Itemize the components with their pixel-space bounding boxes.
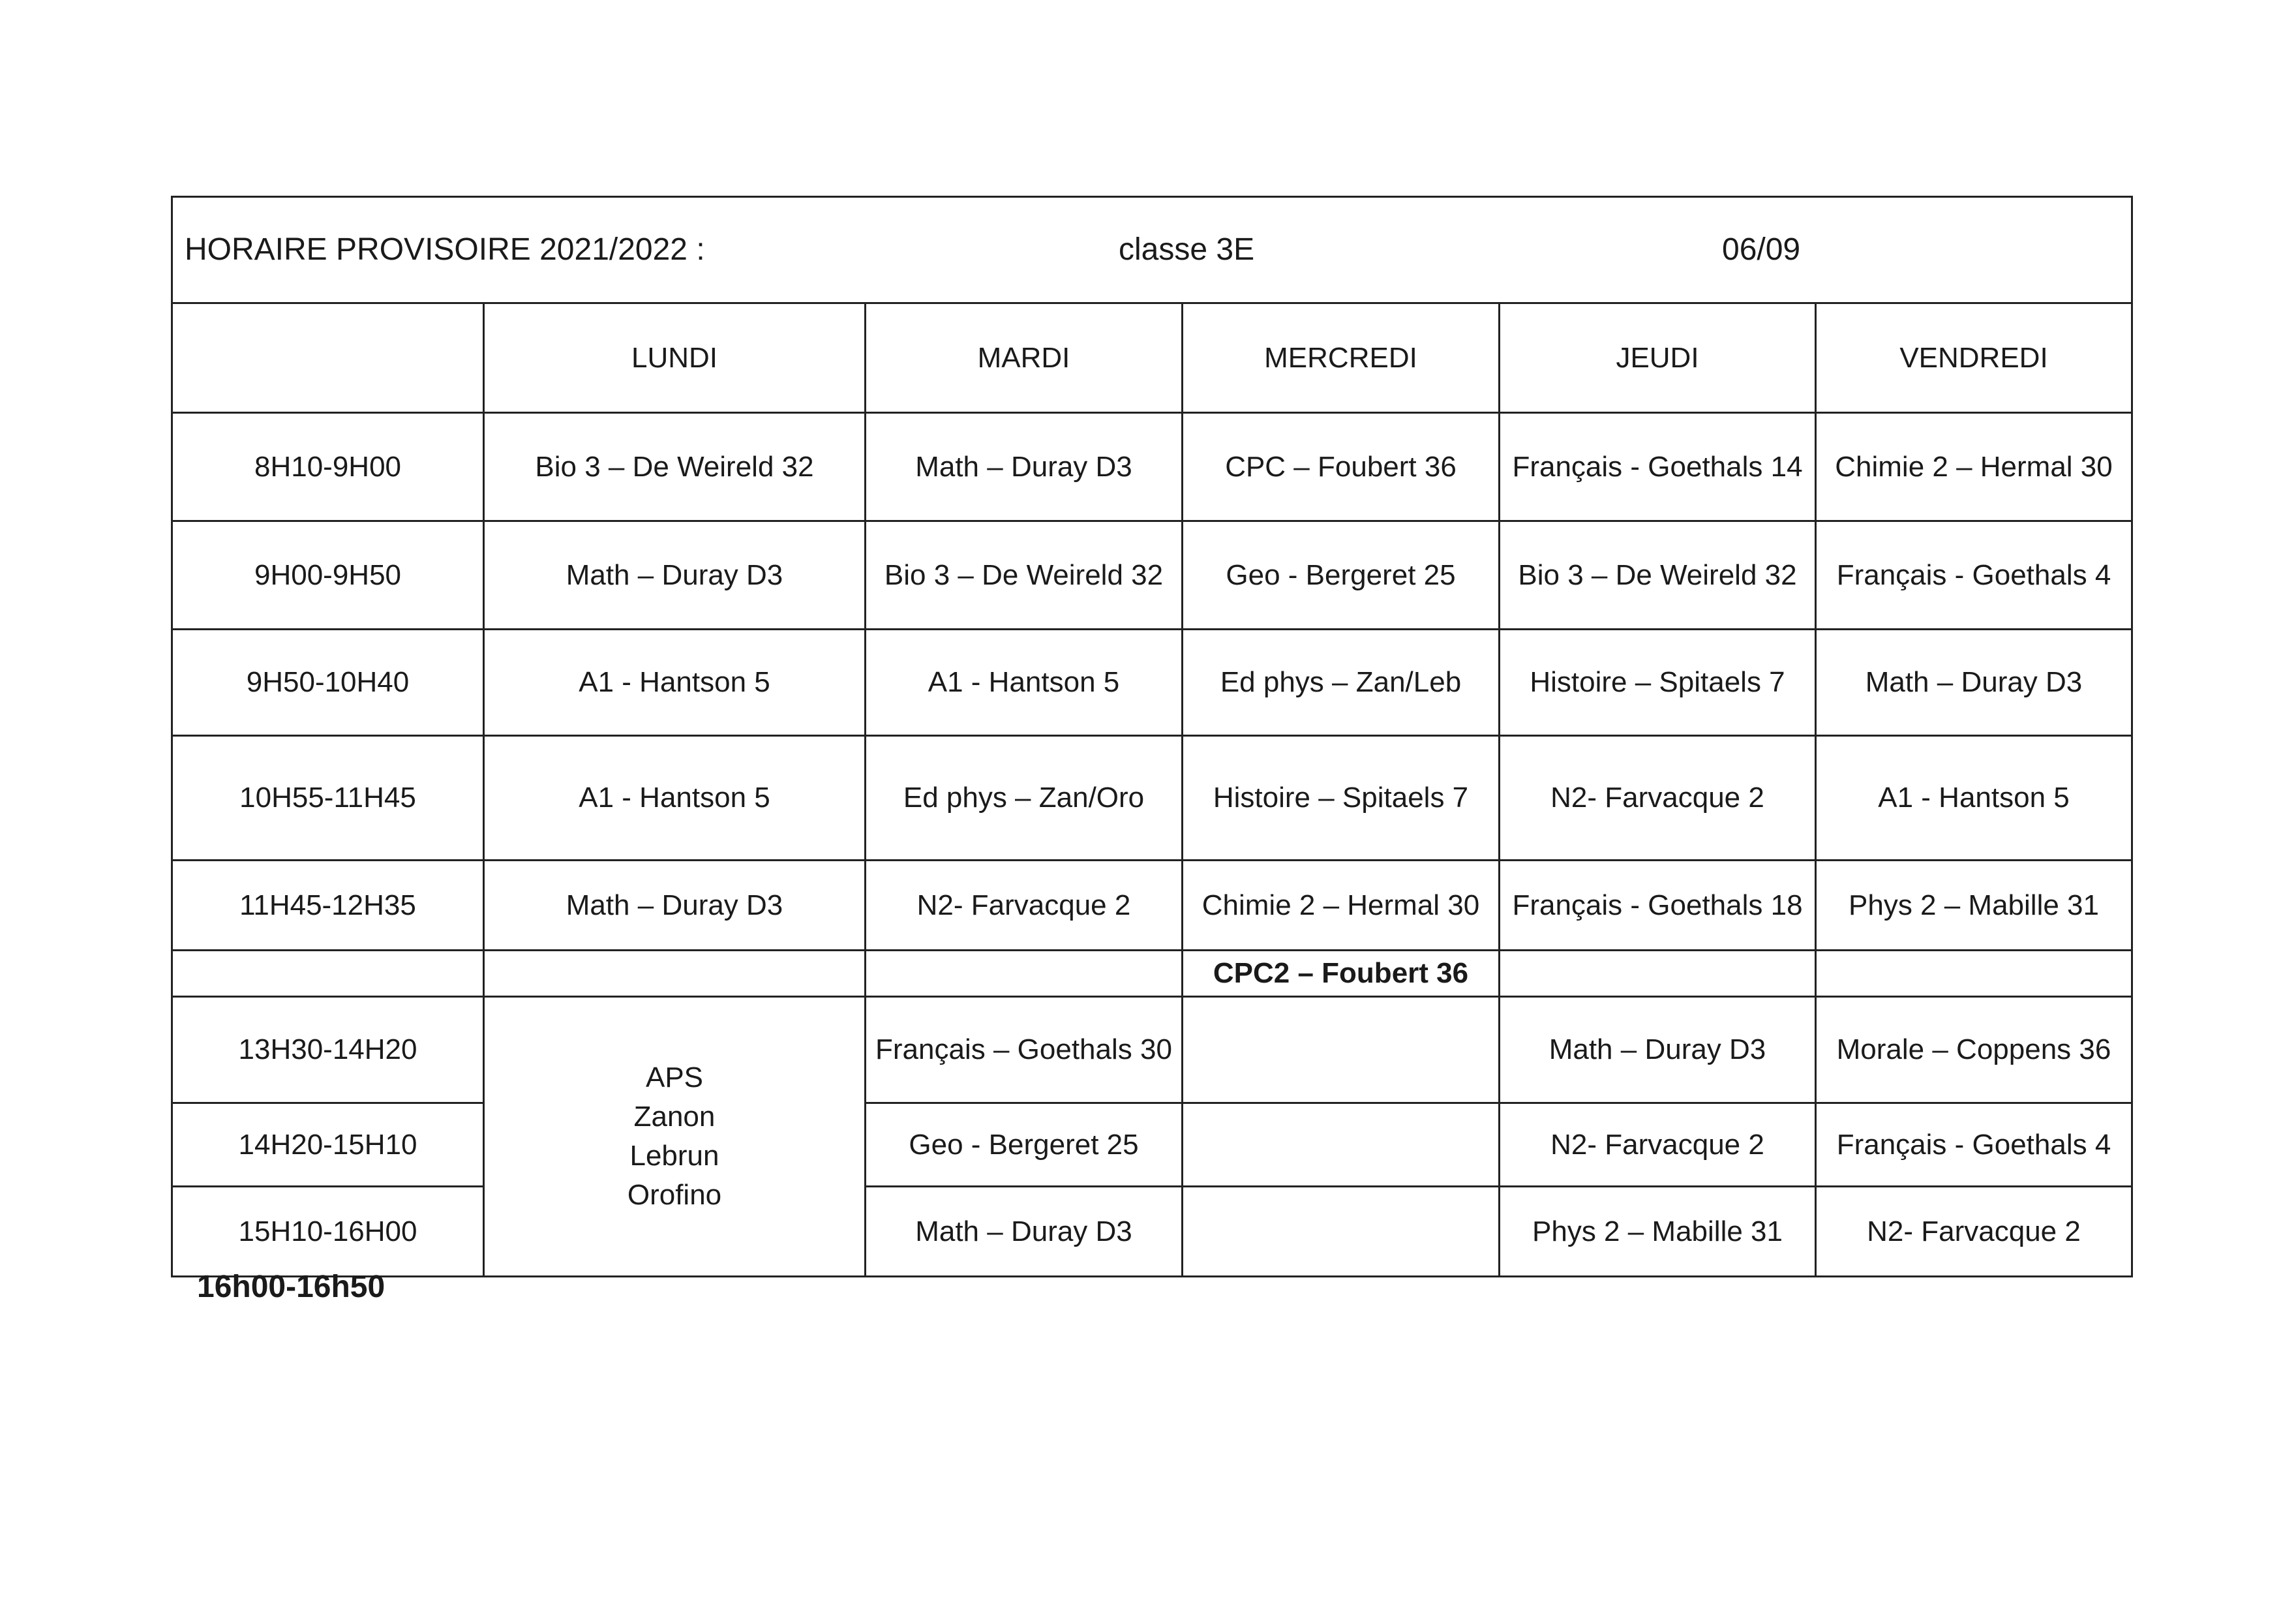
lesson-cell: A1 - Hantson 5	[484, 736, 866, 861]
lesson-cell	[1183, 1103, 1500, 1187]
aps-line: Lebrun	[629, 1140, 719, 1172]
lesson-cell	[1500, 951, 1816, 997]
lesson-cell: Français - Goethals 18	[1500, 861, 1816, 951]
extra-time-slot: 16h00-16h50	[197, 1270, 385, 1304]
lesson-cell: N2- Farvacque 2	[866, 861, 1183, 951]
lesson-cell: Histoire – Spitaels 7	[1500, 630, 1816, 736]
lesson-cell: Histoire – Spitaels 7	[1183, 736, 1500, 861]
lesson-cell: N2- Farvacque 2	[1500, 1103, 1816, 1187]
day-header-mercredi: MERCREDI	[1183, 303, 1500, 413]
table-row	[172, 521, 2132, 630]
time-slot: 14H20-15H10	[172, 1103, 484, 1187]
lesson-cell: Français - Goethals 4	[1816, 521, 2132, 630]
table-row	[172, 1187, 2132, 1277]
lesson-cell: Bio 3 – De Weireld 32	[484, 413, 866, 521]
time-slot: 10H55-11H45	[172, 736, 484, 861]
title-cell	[172, 197, 2132, 303]
time-slot: 9H50-10H40	[172, 630, 484, 736]
date-label: 06/09	[1722, 232, 1801, 267]
lesson-cell: Geo - Bergeret 25	[866, 1103, 1183, 1187]
day-header-vendredi: VENDREDI	[1816, 303, 2132, 413]
lesson-cell: Français - Goethals 14	[1500, 413, 1816, 521]
table-row	[172, 997, 2132, 1103]
table-row	[172, 861, 2132, 951]
lesson-cell	[1183, 1187, 1500, 1277]
lesson-cell: Français – Goethals 30	[866, 997, 1183, 1103]
schedule-title: HORAIRE PROVISOIRE 2021/2022 :	[185, 232, 705, 267]
time-slot: 8H10-9H00	[172, 413, 484, 521]
time-slot	[172, 951, 484, 997]
lesson-cell	[866, 951, 1183, 997]
day-header-jeudi: JEUDI	[1500, 303, 1816, 413]
lesson-cell: Math – Duray D3	[866, 1187, 1183, 1277]
schedule-table	[171, 196, 2133, 1277]
lesson-cell: Geo - Bergeret 25	[1183, 521, 1500, 630]
lesson-cell	[484, 951, 866, 997]
table-row	[172, 413, 2132, 521]
lesson-cell: Phys 2 – Mabille 31	[1816, 861, 2132, 951]
lesson-cell: Morale – Coppens 36	[1816, 997, 2132, 1103]
table-row	[172, 1103, 2132, 1187]
lesson-cell: N2- Farvacque 2	[1816, 1187, 2132, 1277]
lesson-cell	[1816, 951, 2132, 997]
time-slot: 9H00-9H50	[172, 521, 484, 630]
lesson-cell	[1183, 997, 1500, 1103]
lunch-break-row	[172, 951, 2132, 997]
day-header-lundi: LUNDI	[484, 303, 866, 413]
schedule-sheet	[171, 196, 2131, 1277]
corner-cell	[172, 303, 484, 413]
lesson-cell: Chimie 2 – Hermal 30	[1183, 861, 1500, 951]
aps-block-cell	[484, 997, 866, 1277]
time-slot: 11H45-12H35	[172, 861, 484, 951]
aps-line: Zanon	[633, 1101, 716, 1133]
table-row	[172, 736, 2132, 861]
title-row	[172, 197, 2132, 303]
time-slot: 13H30-14H20	[172, 997, 484, 1103]
lesson-cell: Ed phys – Zan/Oro	[866, 736, 1183, 861]
time-slot: 15H10-16H00	[172, 1187, 484, 1277]
lesson-cell: Math – Duray D3	[1816, 630, 2132, 736]
lesson-cell: Math – Duray D3	[1500, 997, 1816, 1103]
lesson-cell: A1 - Hantson 5	[866, 630, 1183, 736]
lesson-cell: Math – Duray D3	[866, 413, 1183, 521]
day-header-mardi: MARDI	[866, 303, 1183, 413]
lesson-cell: Chimie 2 – Hermal 30	[1816, 413, 2132, 521]
lesson-cell: A1 - Hantson 5	[484, 630, 866, 736]
class-label: classe 3E	[1119, 232, 1255, 267]
lesson-cell: Français - Goethals 4	[1816, 1103, 2132, 1187]
lesson-cell: A1 - Hantson 5	[1816, 736, 2132, 861]
lesson-cell: CPC2 – Foubert 36	[1183, 951, 1500, 997]
title-bar	[173, 198, 2131, 302]
aps-line: Orofino	[627, 1179, 722, 1211]
lesson-cell: Math – Duray D3	[484, 861, 866, 951]
lesson-cell: Phys 2 – Mabille 31	[1500, 1187, 1816, 1277]
lesson-cell: Math – Duray D3	[484, 521, 866, 630]
aps-line: APS	[645, 1061, 704, 1093]
lesson-cell: CPC – Foubert 36	[1183, 413, 1500, 521]
lesson-cell: Bio 3 – De Weireld 32	[1500, 521, 1816, 630]
lesson-cell: N2- Farvacque 2	[1500, 736, 1816, 861]
day-header-row	[172, 303, 2132, 413]
table-row	[172, 630, 2132, 736]
lesson-cell: Bio 3 – De Weireld 32	[866, 521, 1183, 630]
lesson-cell: Ed phys – Zan/Leb	[1183, 630, 1500, 736]
